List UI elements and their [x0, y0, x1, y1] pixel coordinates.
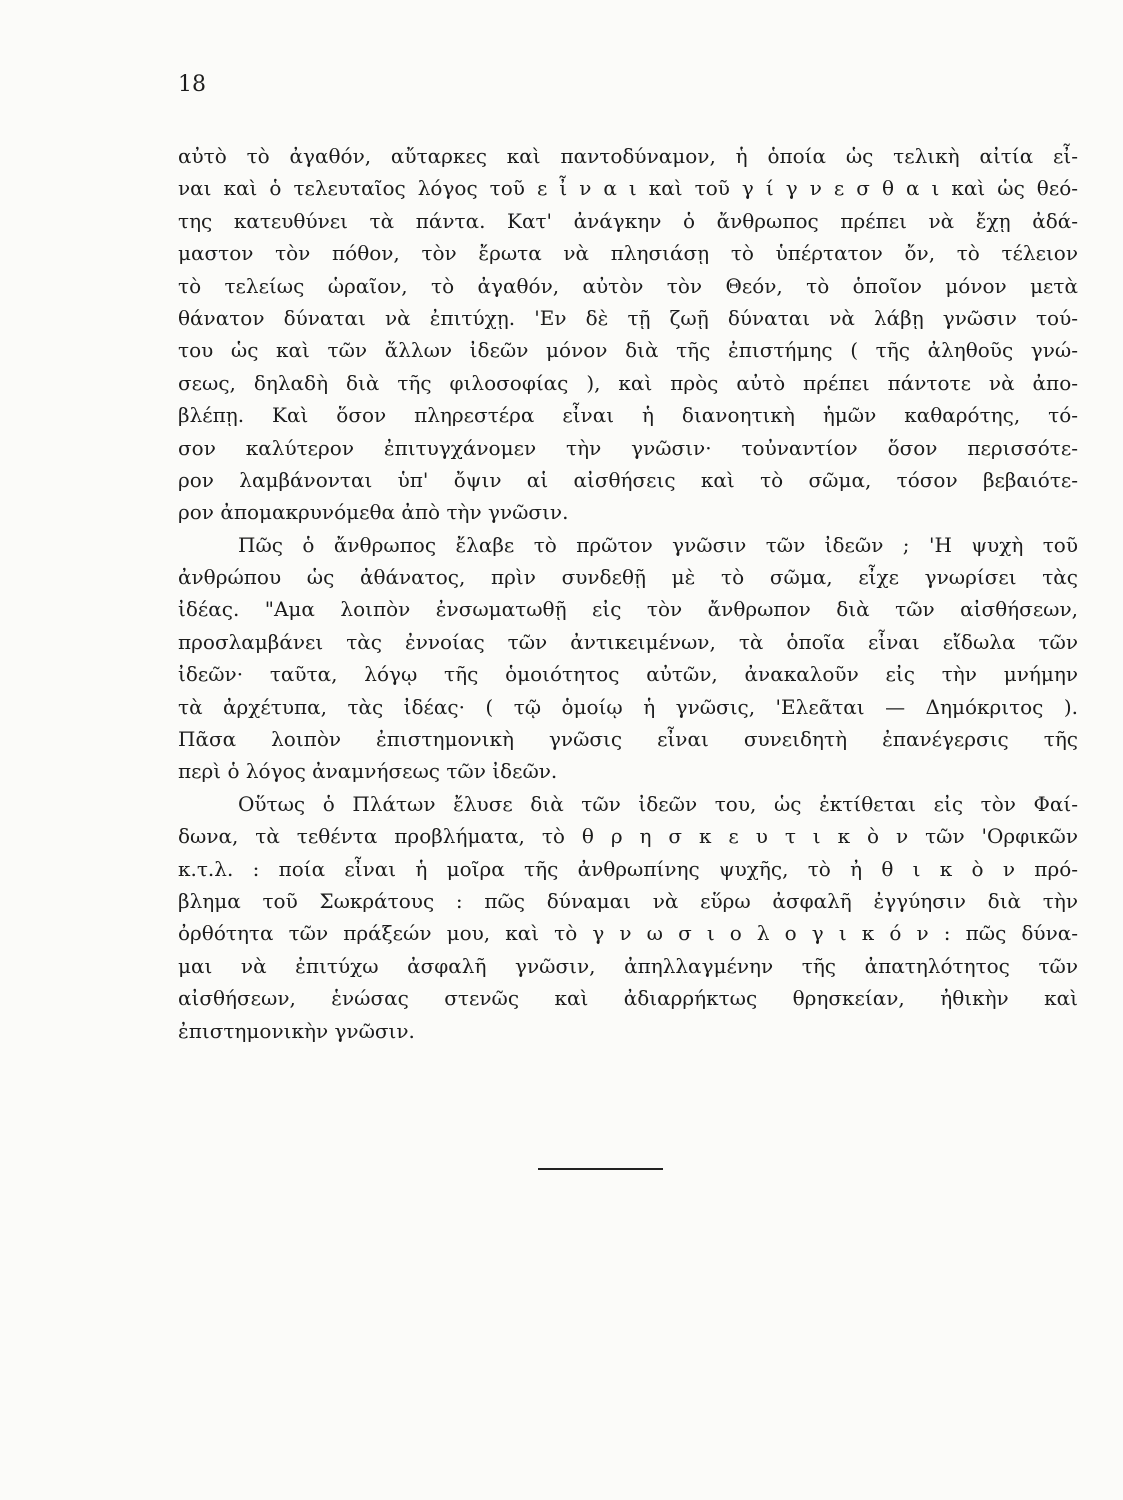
paragraph-2 [178, 529, 1078, 788]
text-line: βλημα τοῦ Σωκράτους : πῶς δύναμαι νὰ εὕρω ἀσφαλῆ ἐγγύησιν διὰ τὴν [178, 888, 1078, 913]
text-line: σεως, δηλαδὴ διὰ τῆς φιλοσοφίας ), καὶ πρὸς αὐτὸ πρέπει πάντοτε νὰ ἀπο- [178, 370, 1078, 395]
text-line: της κατευθύνει τὰ πάντα. Κατ' ἀνάγκην ὁ ἄνθρωπος πρέπει νὰ ἔχῃ ἀδά- [178, 208, 1078, 233]
page-number: 18 [178, 72, 206, 97]
text-line: Πῶς ὁ ἄνθρωπος ἔλαβε τὸ πρῶτον γνῶσιν τῶν ἰδεῶν ; 'Η ψυχὴ τοῦ [238, 532, 1078, 557]
text-line: θάνατον δύναται νὰ ἐπιτύχῃ. 'Εν δὲ τῇ ζωῇ δύναται νὰ λάβῃ γνῶσιν τού- [178, 305, 1078, 330]
text-line: μαστον τὸν πόθον, τὸν ἔρωτα νὰ πλησιάσῃ τὸ ὑπέρτατον ὄν, τὸ τέλειον [178, 241, 1078, 266]
text-line: του ὡς καὶ τῶν ἄλλων ἰδεῶν μόνον διὰ τῆς ἐπιστήμης ( τῆς ἀληθοῦς γνώ- [178, 338, 1078, 363]
text-line: ἀνθρώπου ὡς ἀθάνατος, πρὶν συνδεθῇ μὲ τὸ σῶμα, εἶχε γνωρίσει τὰς [178, 565, 1078, 590]
paragraph-3 [178, 788, 1078, 1047]
text-line: ἰδεῶν· ταῦτα, λόγῳ τῆς ὁμοιότητος αὐτῶν, ἀνακαλοῦν εἰς τὴν μνήμην [178, 662, 1078, 687]
text-line: σον καλύτερον ἐπιτυγχάνομεν τὴν γνῶσιν· τοὐναντίον ὅσον περισσότε- [178, 435, 1078, 460]
text-line: ναι καὶ ὁ τελευταῖος λόγος τοῦ ε ἶ ν α ι καὶ τοῦ γ ί γ ν ε σ θ α ι καὶ ὡς θεό- [178, 176, 1078, 201]
paragraph-1 [178, 140, 1078, 529]
text-line: τὰ ἀρχέτυπα, τὰς ἰδέας· ( τῷ ὁμοίῳ ἡ γνῶσις, 'Ελεᾶται — Δημόκριτος ). [178, 694, 1078, 719]
text-line: Πᾶσα λοιπὸν ἐπιστημονικὴ γνῶσις εἶναι συνειδητὴ ἐπανέγερσις τῆς [178, 727, 1078, 752]
text-line: μαι νὰ ἐπιτύχω ἀσφαλῆ γνῶσιν, ἀπηλλαγμένην τῆς ἀπατηλότητος τῶν [178, 953, 1078, 978]
text-line: αὐτὸ τὸ ἀγαθόν, αὔταρκες καὶ παντοδύναμον, ἡ ὁποία ὡς τελικὴ αἰτία εἶ- [178, 144, 1078, 168]
text-line: ἐπιστημονικὴν γνῶσιν. [178, 1018, 415, 1043]
text-line: ρον ἀπομακρυνόμεθα ἀπὸ τὴν γνῶσιν. [178, 500, 569, 525]
text-line: τὸ τελείως ὡραῖον, τὸ ἀγαθόν, αὐτὸν τὸν Θεόν, τὸ ὁποῖον μόνον μετὰ [178, 273, 1078, 298]
text-line: δωνα, τὰ τεθέντα προβλήματα, τὸ θ ρ η σ κ ε υ τ ι κ ὸ ν τῶν 'Ορφικῶν [178, 824, 1078, 849]
text-line: Οὕτως ὁ Πλάτων ἔλυσε διὰ τῶν ἰδεῶν του, ὡς ἐκτίθεται εἰς τὸν Φαί- [238, 791, 1078, 816]
text-line: ὀρθότητα τῶν πράξεών μου, καὶ τὸ γ ν ω σ ι ο λ ο γ ι κ ό ν : πῶς δύνα- [178, 921, 1078, 946]
text-line: προσλαμβάνει τὰς ἐννοίας τῶν ἀντικειμένων, τὰ ὁποῖα εἶναι εἴδωλα τῶν [178, 629, 1078, 654]
text-line: κ.τ.λ. : ποία εἶναι ἡ μοῖρα τῆς ἀνθρωπίνης ψυχῆς, τὸ ἠ θ ι κ ὸ ν πρό- [178, 856, 1078, 881]
text-line: περὶ ὁ λόγος ἀναμνήσεως τῶν ἰδεῶν. [178, 759, 558, 784]
text-line: ἰδέας. "Αμα λοιπὸν ἐνσωματωθῇ εἰς τὸν ἄνθρωπον διὰ τῶν αἰσθήσεων, [178, 597, 1078, 622]
text-line: αἰσθήσεων, ἑνώσας στενῶς καὶ ἀδιαρρήκτως θρησκείαν, ἠθικὴν καὶ [178, 986, 1078, 1011]
text-line: βλέπῃ. Καὶ ὅσον πληρεστέρα εἶναι ἡ διανοητικὴ ἡμῶν καθαρότης, τό- [178, 403, 1078, 428]
body-text [178, 140, 1078, 1047]
text-line: ρον λαμβάνονται ὑπ' ὄψιν αἱ αἰσθήσεις καὶ τὸ σῶμα, τόσον βεβαιότε- [178, 467, 1078, 492]
section-divider [538, 1168, 663, 1170]
